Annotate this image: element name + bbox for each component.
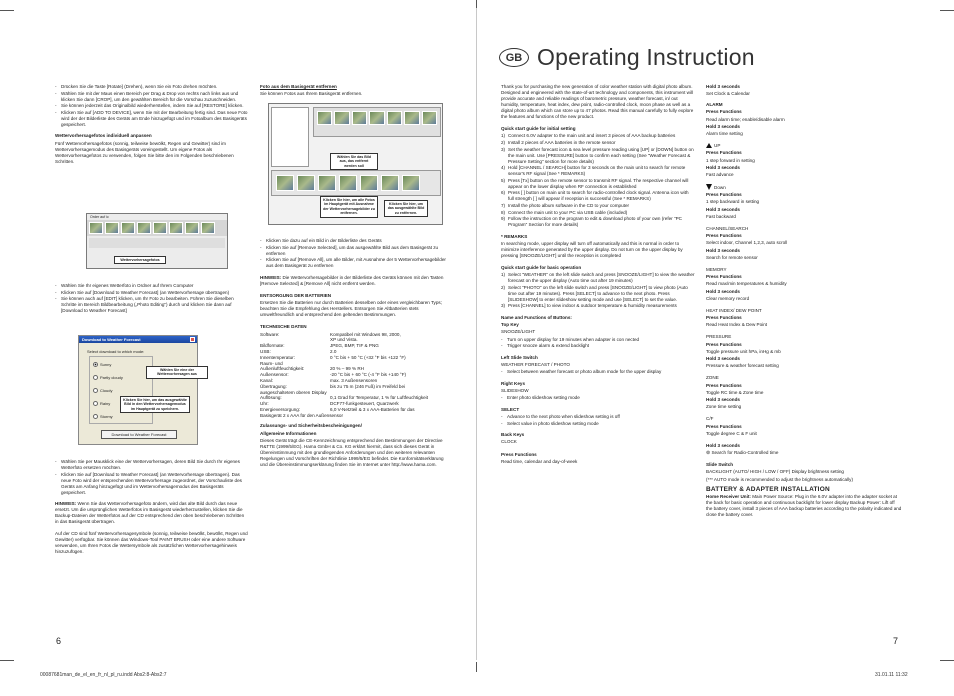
table-cell: 20 % – 99 % RH [330, 366, 364, 372]
thumbnail [169, 222, 183, 234]
dialog-prompt: Select download to which mode: [87, 349, 145, 354]
thumbnail [185, 222, 199, 234]
footer-date: 31.01.11 11:32 [875, 672, 908, 678]
up-arrow-icon [706, 143, 712, 148]
note-paragraph: HINWEIS: Wenn Sie das Wettervorhersagefoto ändern, wird das alte Bild durch das neue ersetzt. Um die ursprünglichen Wetterfotos im Basisgerät wiederherzustellen, klicken Sie die Backup-Dateien der Wetterfotos auf der CD entsprechend den oben beschriebenen Schritten in das Basisgerät übertragen. [55, 501, 245, 525]
crop-mark [476, 662, 477, 672]
figure-callout: Wählen Sie das Bild aus, das entfernt werden soll [330, 153, 378, 170]
remove-bullets [260, 238, 452, 269]
download-dialog-screenshot [78, 335, 198, 445]
figure-callout: Wählen Sie eine der Wettervorhersagen aus [146, 366, 208, 379]
list-item: 4) Hold [CHANNEL / SEARCH] button for 3 seconds on the main unit to search for remote sensor's RF signal (See * REMARKS) [501, 165, 695, 177]
function-label: Hold 3 seconds [706, 442, 740, 448]
table-cell: Übertragung: [260, 383, 287, 389]
crop-mark [0, 660, 14, 661]
table-cell: 6,0 V-Netzteil & 3 x AAA-Batterien für das [330, 406, 415, 412]
paragraph: (*** AUTO mode is recommended to adjust the brightness automatically) [706, 476, 853, 482]
radio-cloudy: Cloudy [93, 388, 112, 393]
list-item: 2) Select "PHOTO" on the left slide switch and press [SNOOZE/LIGHT] to view photo (Auto time out after 19 minutes). Press [SELECT] to advance to the next photo. Press [SLIDESHOW] to enter slideshow setting mode and use [SELECT] to set the value. [501, 285, 695, 303]
key-name: ZONE [706, 375, 719, 381]
figure-callout: Klicken Sie hier, um alle Fotos im Hauptgerät mit Ausnahme der Wettervorhersagebilder zu entfernen. [320, 196, 378, 218]
function-label: Press Functions [706, 109, 742, 115]
table-cell: ausgeschaltetem oberen Display [260, 389, 327, 395]
subheading: Right Keys [501, 380, 525, 386]
paragraph: Dieses Gerät trägt die CE-Kennzeichnung entsprechend den Bestimmungen der Directive R&TTE (1999/5/EG). Hama GmbH & Co. KG erklärt hiermit, dass sich dieses Gerät in Übereinstimmung mit den grundlegenden Anforderungen und den weiteren relevanten Regelungen und Vorschriften der Richtlinie 1999/5/EG befindet. Die Konformitätserklärung und die Übereinstimmungserklärung finden Sie im Internet unter http://www.hama.com. [260, 437, 444, 467]
figure-label: Order auf ic [90, 215, 109, 219]
list-item: 3) Set the weather forecast icon & sea level pressure reading using [UP] or [DOWN] button on the main unit. Use [PRESSURE] button to confirm each setting (See "Weather Forecast & Pressure Setting" section for more details) [501, 147, 695, 165]
function-text: Read Heat Index & Dew Point [706, 322, 768, 328]
radio-stormy: Stormy [93, 414, 113, 419]
table-cell: Raum- und [260, 360, 283, 366]
list-item: - Klicken Sie auf [Download to Weather Forecast] (an Wettervorhersage übertragen) [55, 290, 248, 296]
function-label: Press Functions [706, 233, 742, 239]
figure-callout: Klicken Sie hier, um das ausgewählte Bild zu entfernen. [384, 200, 428, 217]
basic-steps [501, 272, 695, 309]
folder-tree [271, 107, 309, 167]
steps-bullets [55, 283, 248, 314]
table-cell: Innentemperatur: [260, 354, 295, 360]
left-page-column-2-body [260, 238, 452, 469]
section-heading: * REMARKS [501, 233, 528, 239]
close-icon [190, 337, 195, 342]
function-text: Toggle pressure unit hPa, inHg & mb [706, 348, 781, 354]
section-heading: Wettervorhersagefotos individuell anpassen [55, 133, 152, 139]
key-name: WEATHER FORECAST / PHOTO [501, 362, 570, 367]
function-label: Press Functions [706, 192, 742, 198]
key-name: PRESSURE [706, 334, 732, 340]
list-item: 1) Select "WEATHER" on the left slide switch and press [SNOOZE/LIGHT] to view the weather forecast on the upper display (Auto time out after 19 minutes) [501, 272, 695, 284]
function-text: Read max/min temperatures & humidity [706, 281, 787, 287]
function-label: Hold 3 seconds [706, 288, 740, 294]
key-name: HEAT INDEX/ DEW POINT [706, 307, 762, 313]
left-page-column-2 [260, 84, 452, 98]
function-text: ⊚ Search for Radio-Controlled time [706, 450, 779, 457]
function-text: Select indoor, Channel 1,2,3, auto scroll [706, 240, 788, 246]
list-item: - Wählen Sie Ihr eigenes Wetterfoto in Ordner auf Ihrem Computer [55, 283, 248, 289]
list-item: 2) Install 2 pieces of AAA batteries in the remote sensor [501, 140, 695, 146]
table-cell: 0 °C bis + 50 °C (+32 °F bis +122 °F) [330, 354, 406, 360]
key-name: SLIDESHOW [501, 387, 529, 393]
table-cell: Energieversorgung: [260, 406, 301, 412]
right-page-column-2 [706, 84, 902, 519]
subheading: Left Slide Switch [501, 354, 538, 360]
table-cell: Außensensor: [260, 372, 289, 378]
function-label: Press Functions [706, 341, 742, 347]
thumbnail [137, 222, 151, 234]
left-page-column-1 [55, 84, 248, 166]
function-text: Fast advance [706, 171, 734, 177]
list-item: - Klicken Sie auf [Remove All], um alle Bilder, mit Ausnahme der 5 Wettervorhersagebilder aus dem Basisgerät zu entfernen [260, 257, 452, 269]
table-cell: Außenluftfeuchtigkeit: [260, 366, 305, 372]
crop-mark [940, 10, 954, 11]
section-heading: Quick start guide for initial setting [501, 126, 576, 132]
subheading: Back Keys [501, 432, 525, 438]
table-cell: DCF77-funkgesteuert, Quarzwerk [330, 401, 399, 407]
paragraph: Ersetzen Sie die Batterien nur durch Batterien desselben oder eines vergleichbaren Typs; beachten Sie die Empfehlung des Herstellers. Entsorgen Sie Altbatterien stets umweltfreundlich und entsprechend den geltenden Bestimmungen. [260, 300, 442, 318]
table-cell: Uhr: [260, 401, 269, 407]
left-page-after [55, 459, 248, 557]
table-cell: Auflösung: [260, 395, 282, 401]
section-subheading: Allgemeine Informationen [260, 430, 317, 436]
after-bullets [55, 459, 248, 496]
paragraph: Auf der CD sind fünf Wettervorhersagesymbole (sonnig, teilweise bewölkt, bewölkt, Regen und Gewitter) verfügbar. Sie können das Windows-Tool PAINT BRUSH oder eine andere Software verwenden, um Ihren Fotos die Wettersymbole als zusätzlichen Wettervorhersagehinweis hinzuzufügen. [55, 531, 248, 555]
list-item: 6) Press [ ] button on main unit to search for radio-controlled clock signal. Antenna icon with full strength [ ] will appear if reception is successful (See * REMARKS) [501, 190, 695, 202]
radio-rainy: Rainy [93, 401, 110, 406]
function-text: Clear memory record [706, 295, 750, 301]
list-item: - Klicken Sie dazu auf ein Bild in der Bilderliste des Geräts [260, 238, 452, 244]
function-label: Press Functions [706, 315, 742, 321]
section-heading: Name and Functions of Buttons: [501, 315, 572, 321]
function-label: Hold 3 seconds [706, 84, 740, 89]
function-text: Read alarm time; enable/disable alarm [706, 116, 785, 122]
key-name: CLOCK [501, 439, 517, 445]
list-item: - Drücken Sie die Taste [Rotate] (Drehen), wenn Sie ein Foto drehen möchten. [55, 84, 248, 90]
device-photo-list [271, 170, 441, 196]
list-item: - Select between weather forecast or photo album mode for the upper display [501, 369, 695, 375]
function-label: Hold 3 seconds [706, 164, 740, 170]
thumbnail [121, 222, 135, 234]
table-cell: Bildformate: [260, 343, 285, 349]
paragraph: In searching mode, upper display will turn off automatically and this is normal in order to minimize interference generated by the upper display. Do not turn on the upper display by pressing [SNOOZE/LIGHT] until the reception is completed [501, 240, 683, 258]
section-heading: TECHNISCHE DATEN [260, 324, 307, 330]
page-header [499, 44, 755, 71]
function-text: Search for remote sensor [706, 254, 758, 260]
function-label: Hold 3 seconds [706, 206, 740, 212]
key-name: ALARM [706, 102, 723, 108]
thumbnail [153, 222, 167, 234]
list-item: 7) Install the photo album software in the CD to your computer [501, 203, 695, 209]
page-title: Operating Instruction [537, 44, 755, 70]
table-cell: -20 °C bis + 60 °C (-4 °F bis +140 °F) [330, 372, 407, 378]
language-badge: GB [499, 48, 529, 67]
page-number-left: 6 [56, 636, 62, 646]
thumbnail [105, 222, 119, 234]
list-item: 3) Press [CHANNEL] to view indoor & outdoor temperature & humidity measurements [501, 303, 695, 309]
function-label: Hold 3 seconds [706, 396, 740, 402]
list-item: 9) Follow the instruction on the program to edit & download photo of your own (refer "PC Program" Section for more details) [501, 216, 695, 228]
table-cell: Kompatibel mit Windows 98, 2000, [330, 331, 401, 337]
key-name: MEMORY [706, 266, 727, 272]
function-label: Press Functions [706, 382, 742, 388]
key-name: UP [706, 143, 902, 149]
function-text: Set Clock & Calendar [706, 91, 750, 97]
function-text: 1 step backward in setting [706, 199, 760, 205]
dialog-title: Download to Weather Forecast [79, 336, 197, 343]
crop-mark [0, 10, 14, 11]
function-label: Press Functions [706, 423, 742, 429]
function-text: Toggle RC time & Zone time [706, 389, 764, 395]
list-item: - Sie können auch auf [EDIT] klicken, um Ihr Foto zu bearbeiten. Führen Sie dieselben Schritte im Bereich Bildbearbeitung („Photo Editing“) durch und klicken Sie dann auf [Download to Weather Forecast] [55, 296, 248, 314]
down-arrow-icon [706, 184, 712, 190]
table-cell: 0,1 Grad für Temperatur, 1 % für Luftfeuchtigkeit [330, 395, 428, 401]
radio-partly-cloudy: Partly cloudy [93, 375, 123, 380]
initial-steps [501, 133, 695, 228]
list-item: 5) Press [Tx] button on the remote sensor to transmit RF signal. The respective channel will appear on the lower display when RF connection is established [501, 178, 695, 190]
download-button: Download to Weather Forecast [101, 430, 177, 439]
function-text: Read time, calendar and day-of-week [501, 458, 578, 464]
crop-mark [476, 0, 477, 8]
key-name: SNOOZE/LIGHT [501, 329, 536, 335]
function-label: Press Functions [706, 274, 742, 280]
list-item: - Enter photo slideshow setting mode [501, 395, 695, 401]
figure-callout: Klicken Sie hier, um das ausgewählte Bild in den Wettervorhersagemodus im Hauptgerät zu speichern. [120, 396, 190, 413]
section-heading: BATTERY & ADAPTER INSTALLATION [706, 485, 830, 493]
table-cell: Software: [260, 331, 280, 337]
function-text: Toggle degree C & F unit [706, 430, 757, 436]
key-name: C/F [706, 416, 714, 422]
function-text: Alarm time setting [706, 130, 743, 136]
footer-file: 00087681man_de_el_en_fr_nl_pl_ru.indd Abs2:8-Abs2:7 [40, 672, 167, 678]
table-cell: bis zu 75 m (246 Fuß) im Freifeld bei [330, 383, 406, 389]
paragraph: Home Receiver Unit: Main Power Source: Plug in the 6.0V adapter into the adapter socket at the back for basic operation and continuous backlight for lower display Backup Power: Lift off the battery cover, install 3 pieces of AAA backup batteries according to the polarity indicated and close the battery cover. [706, 493, 902, 517]
tech-specs-table [260, 332, 452, 419]
list-item: - Advance to the next photo when slideshow setting is off [501, 414, 695, 420]
key-name: Down [706, 184, 902, 191]
paragraph: Sie können Fotos aus Ihrem Basisgerät entfernen. [260, 91, 363, 97]
table-cell: 2.0 [330, 348, 337, 354]
photo-grid [313, 107, 441, 137]
crop-mark [940, 660, 954, 661]
list-item: - Wählen Sie per Mausklick eine der Wettervorhersagen, deren Bild Sie durch Ihr eigenes Wetterfoto ersetzen möchten. [55, 459, 248, 471]
table-cell: JPEG, BMP, TIF & PNG [330, 343, 379, 349]
list-item: - Turn on upper display for 19 minutes when adapter is con nected [501, 337, 695, 343]
paragraph: Fünf Wettervorhersagefotos (sonnig, teilweise bewölkt, Regen und Gewitter) sind im Wettervorhersagemodus des Basisgeräts voreingestellt. Um eigene Fotos als Wettervorhersagefotos zu verwenden, folgen Sie bitte den im Folgenden beschriebenen Schritten. [55, 140, 234, 164]
list-item: - Klicken Sie auf [Download to Weather Forecast] (an Wettervorhersage übertragen). Das neue Foto wird der entsprechenden Wettervorhersage zugeordnet, der Vorschauliste des Geräts am Anfang hinzugefügt und im Wettervorhersagemodus des Basisgeräts gespeichert. [55, 472, 248, 496]
key-name: CHANNEL/SEARCH [706, 226, 749, 231]
function-label: Hold 3 seconds [706, 356, 740, 361]
table-cell: Basisgerät 2 x AAA für den Außensensor [260, 412, 343, 418]
left-page-steps [55, 283, 248, 315]
intro-bullets [55, 84, 248, 128]
key-name: SELECT [501, 406, 520, 412]
list-item: - Klicken Sie auf [Remove Selected], um das ausgewählte Bild aus dem Basisgerät zu entfernen [260, 245, 452, 257]
list-item: 1) Connect 6.0V adapter to the main unit and insert 3 pieces of AAA backup batteries [501, 133, 695, 139]
figure-callout: Wettervorhersagefotos [114, 256, 166, 264]
subheading: Slide Switch [706, 462, 734, 468]
table-cell: Kanal: [260, 377, 274, 383]
right-page-column-1 [501, 84, 695, 466]
function-text: Fast backward [706, 213, 736, 219]
section-heading: Foto aus dem Basisgerät entfernen [260, 84, 337, 89]
thumbnail [89, 222, 103, 234]
list-item: 8) Connect the main unit to your PC via USB cable (included) [501, 210, 695, 216]
list-item: - Wählen Sie mit der Maus einen Bereich per Drag & Drop von rechts nach links aus und klicken Sie dann [CROP], um den gewählten Bereich für die Vorschau zuzuschneiden. [55, 91, 248, 103]
paragraph: BACKLIGHT (AUTO/ HIGH / LOW / OFF) Display brightness setting [706, 469, 844, 475]
section-heading: Quick start guide for basic operation [501, 265, 582, 271]
function-label: Press Functions [501, 451, 537, 457]
list-item: - Sie können jederzeit das Originalbild wiederherstellen, indem Sie auf [RESTORE] klicken. [55, 103, 248, 109]
table-cell: XP und Vista. [330, 337, 358, 343]
page-fold [476, 0, 477, 660]
function-text: Pressure & weather forecast setting [706, 363, 779, 369]
table-cell: max. 3 Außensensoren [330, 377, 378, 383]
subheading: Top Key [501, 322, 519, 328]
section-heading: Zulassungs- und Sicherheitsbescheinigungen/ [260, 423, 362, 429]
list-item: - Trigger snooze alarm & extend backlight [501, 343, 695, 349]
radio-tower-icon: ⊚ [706, 450, 711, 457]
function-label: Press Functions [706, 150, 742, 156]
thumbnail [201, 222, 215, 234]
function-text: 1 step forward in setting [706, 157, 755, 163]
list-item: - Klicken Sie auf [ADD TO DEVICE], wenn Sie mit der Bearbeitung fertig sind. Das neue Foto wird der der Bilderliste des Geräts am Ende hinzugefügt und im Fotoalbum des Basisgeräts gespeichert. [55, 110, 248, 128]
page-number-right: 7 [893, 636, 899, 646]
function-label: Hold 3 seconds [706, 123, 740, 129]
list-item: - Select value in photo slideshow setting mode [501, 421, 695, 427]
function-text: Zone time setting [706, 404, 742, 410]
note-paragraph: HINWEIS: Die Wettervorhersagebilder in der Bilderliste des Geräts können mit den Tasten [Remove Selected] & [Remove All] nicht entfernt werden. [260, 274, 444, 286]
section-heading: ENTSORGUNG DER BATTERIEN [260, 292, 332, 298]
function-label: Hold 3 seconds [706, 247, 740, 253]
paragraph: Thank you for purchasing the new generation of color weather station with digital photo album. Designed and engineered with the state-of-art technology and components, this instrument will provide accurate and reliable readings of barometric pressure, weather forecast, in/ out humidity, temperature, heat index, dew point, radio-controlled clock, moon phase as well as a digital photo album which can store up to 47 photos. Read this manual carefully to fully explore the features and functions of the new product. [501, 84, 694, 119]
thumbnail-row [87, 220, 227, 236]
radio-sunny: Sunny [93, 362, 111, 367]
table-cell: USB: [260, 348, 271, 354]
